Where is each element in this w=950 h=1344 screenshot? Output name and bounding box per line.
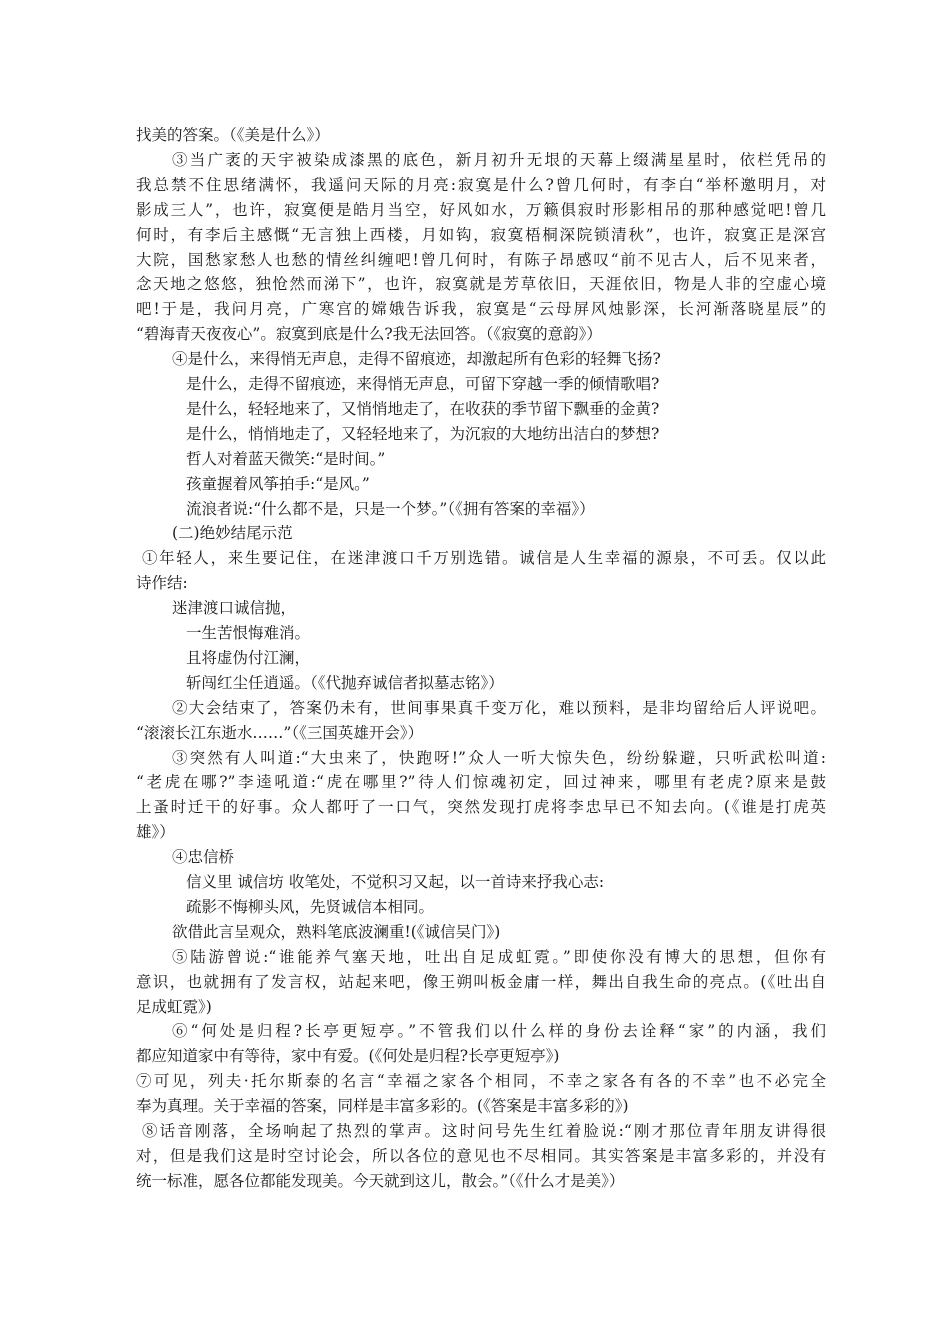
text-line: (二)绝妙结尾示范 (172, 524, 293, 543)
text-line: 上蚤时迁干的好事。众人都吁了一口气，突然发现打虎将李忠早已不知去向。(《谁是打虎英 (136, 798, 826, 817)
text-line: “老虎在哪?”李逵吼道:“虎在哪里?”待人们惊魂初定，回过神来，哪里有老虎?原来是鼓 (136, 773, 826, 792)
text-line: 雄》） (136, 823, 175, 842)
text-line: 统一标准，愿各位都能发现美。今天就到这儿，散会。”（《什么才是美》） (136, 1171, 625, 1190)
text-line: ⑦可见，列夫·托尔斯泰的名言“幸福之家各个相同，不幸之家各有各的不幸”也不必完全 (136, 1072, 826, 1091)
text-line: 大院，国愁家愁人也愁的情丝纠缠吧!曾几何时，有陈子昂感叹“前不见古人，后不见来者， (136, 250, 826, 269)
text-line: ⑧话音刚落，全场响起了热烈的掌声。这时问号先生红着脸说:“刚才那位青年朋友讲得很 (142, 1122, 826, 1140)
text-line: 一生苦恨悔难消。 (186, 624, 311, 642)
text-line: 吧!于是，我问月亮，广寒宫的嫦娥告诉我，寂寞是“云母屏风烛影深，长河渐落晓星辰”的 (136, 300, 826, 319)
text-line: 足成虹霓》) (136, 997, 212, 1016)
text-line: 流浪者说:“什么都不是，只是一个梦。”（《拥有答案的幸福》） (186, 499, 595, 518)
text-line: 意识，也就拥有了发言权，站起来吧，像王朔叫板金庸一样，舞出自我生命的亮点。(《吐出自 (136, 972, 826, 991)
text-line: 找美的答案。（《美是什么》） (136, 126, 330, 144)
text-line: 都应知道家中有等待，家中有爱。(《何处是归程?长亭更短亭》) (136, 1047, 560, 1066)
text-line: “滚滚长江东逝水……”（《三国英雄开会》） (136, 723, 424, 742)
text-line: 影成三人”，也许，寂寞便是皓月当空，好风如水，万籁俱寂时形影相吊的那种感觉吧!曾几 (136, 200, 826, 219)
text-line: ⑥“何处是归程?长亭更短亭。”不管我们以什么样的身份去诠释“家”的内涵，我们 (172, 1022, 826, 1041)
text-line: 对，但是我们这是时空讨论会，所以各位的意见也不尽相同。其实答案是丰富多彩的，并没有 (136, 1146, 826, 1165)
text-line: 是什么，走得不留痕迹，来得悄无声息，可留下穿越一季的倾情歌唱? (186, 375, 660, 393)
text-line: 欲借此言呈观众，熟料笔底波澜重!(《诚信吴门》) (172, 922, 501, 941)
text-line: 疏影不悔柳头风，先贤诚信本相同。 (186, 897, 435, 916)
text-line: 斩闯红尘任逍遥。（《代抛弃诚信者拟墓志铭》） (186, 673, 504, 692)
text-line: 何时，有李后主感慨“无言独上西楼，月如钩，寂寞梧桐深院锁清秋”，也许，寂寞正是深宫 (136, 225, 826, 244)
text-line: “碧海青天夜夜心”。寂寞到底是什么?我无法回答。（《寂寞的意韵》） (136, 325, 602, 344)
text-line: 念天地之悠悠，独怆然而涕下”，也许，寂寞就是芳草依旧，天涯依旧，物是人非的空虚心境 (136, 275, 826, 294)
text-line: 奉为真理。关于幸福的答案，同样是丰富多彩的。(《答案是丰富多彩的》) (136, 1097, 629, 1116)
text-line: 是什么，悄悄地走了，又轻轻地来了，为沉寂的大地纺出洁白的梦想? (186, 424, 660, 443)
text-line: ③突然有人叫道:“大虫来了，快跑呀!”众人一听大惊失色，纷纷躲避，只听武松叫道: (172, 748, 826, 767)
text-line: ①年轻人，来生要记住，在迷津渡口千万别选错。诚信是人生幸福的源泉，不可丢。仅以此 (142, 549, 826, 568)
text-line: ⑤陆游曾说:“谁能养气塞天地，吐出自足成虹霓。”即使你没有博大的思想，但你有 (172, 947, 826, 966)
text-line: 信义里 诚信坊 收笔处，不觉积习又起，以一首诗来抒我心志: (186, 873, 605, 891)
text-line: 孩童握着风筝拍手:“是风。” (186, 474, 370, 493)
text-line: ④是什么，来得悄无声息，走得不留痕迹，却激起所有色彩的轻舞飞扬? (172, 350, 661, 369)
text-line: 诗作结: (136, 574, 188, 593)
text-line: ②大会结束了，答案仍未有，世间事果真千变万化，难以预料，是非均留给后人评说吧。 (172, 698, 826, 717)
text-line: 迷津渡口诚信抛， (172, 599, 297, 618)
text-line: ④忠信桥 (172, 848, 235, 867)
text-line: 哲人对着蓝天微笑:“是时间。” (186, 449, 386, 468)
text-line: ③当广袤的天宇被染成漆黑的底色，新月初升无垠的天幕上缀满星星时，依栏凭吊的 (172, 150, 826, 169)
text-line: 我总禁不住思绪满怀，我遥问天际的月亮:寂寞是什么?曾几何时，有李白“举杯邀明月，对 (136, 175, 826, 194)
text-line: 是什么，轻轻地来了，又悄悄地走了，在收获的季节留下飘垂的金黄? (186, 399, 660, 418)
text-line: 且将虚伪付江澜， (186, 648, 311, 667)
